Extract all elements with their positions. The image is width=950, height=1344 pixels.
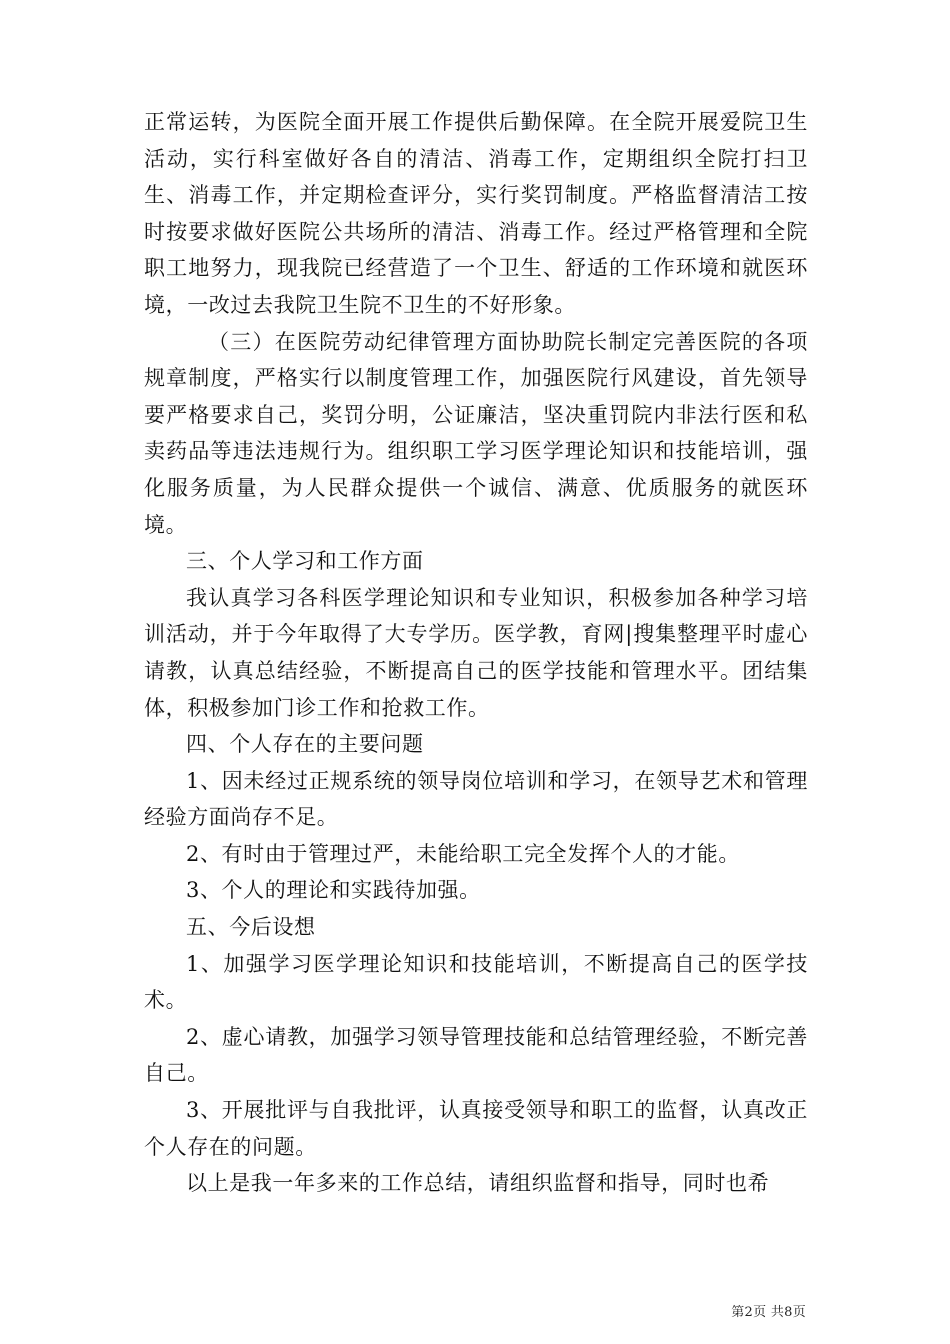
section-heading-future-plans: 五、今后设想 [186,915,316,940]
paragraph-closing: 以上是我一年多来的工作总结，请组织监督和指导，同时也希 [186,1171,770,1196]
list-item-plan-1: 1、加强学习医学理论知识和技能培训，不断提高自己的医学技术。 [144,951,808,1013]
list-item-problem-1: 1、因未经过正规系统的领导岗位培训和学习，在领导艺术和管理经验方面尚存不足。 [144,768,808,830]
section-heading-study-work: 三、个人学习和工作方面 [186,549,424,574]
page-number-footer: 第2页 共8页 [731,1305,806,1320]
list-item-plan-2: 2、虚心请教，加强学习领导管理技能和总结管理经验，不断完善自己。 [144,1024,808,1086]
list-item-plan-3: 3、开展批评与自我批评，认真接受领导和职工的监督，认真改正个人存在的问题。 [144,1098,808,1159]
paragraph-sanitation: 正常运转，为医院全面开展工作提供后勤保障。在全院开展爱院卫生活动，实行科室做好各自的清洁、消毒工作，定期组织全院打扫卫生、消毒工作，并定期检查评分，实行奖罚制度。严格监督清洁工按时按要求做好医院公共场所的清洁、消毒工作。经过严格管理和全院职工地努力，现我院已经营造了一个卫生、舒适的工作环境和就医环境，一改过去我院卫生院不卫生的不好形象。 [144,110,808,317]
document-body [144,104,808,1202]
list-item-problem-3: 3、个人的理论和实践待加强。 [186,878,481,903]
paragraph-labor-discipline: （三）在医院劳动纪律管理方面协助院长制定完善医院的各项规章制度，严格实行以制度管理工作，加强医院行风建设，首先领导要严格要求自己，奖罚分明，公证廉洁，坚决重罚院内非法行医和私卖药品等违法违规行为。组织职工学习医学理论知识和技能培训，强化服务质量，为人民群众提供一个诚信、满意、优质服务的就医环境。 [144,329,808,537]
list-item-problem-2: 2、有时由于管理过严，未能给职工完全发挥个人的才能。 [186,841,740,866]
section-heading-problems: 四、个人存在的主要问题 [186,732,424,757]
paragraph-study: 我认真学习各科医学理论知识和专业知识，积极参加各种学习培训活动，并于今年取得了大专学历。医学教，育网|搜集整理平时虚心请教，认真总结经验，不断提高自己的医学技能和管理水平。团结集体，积极参加门诊工作和抢救工作。 [144,585,808,720]
